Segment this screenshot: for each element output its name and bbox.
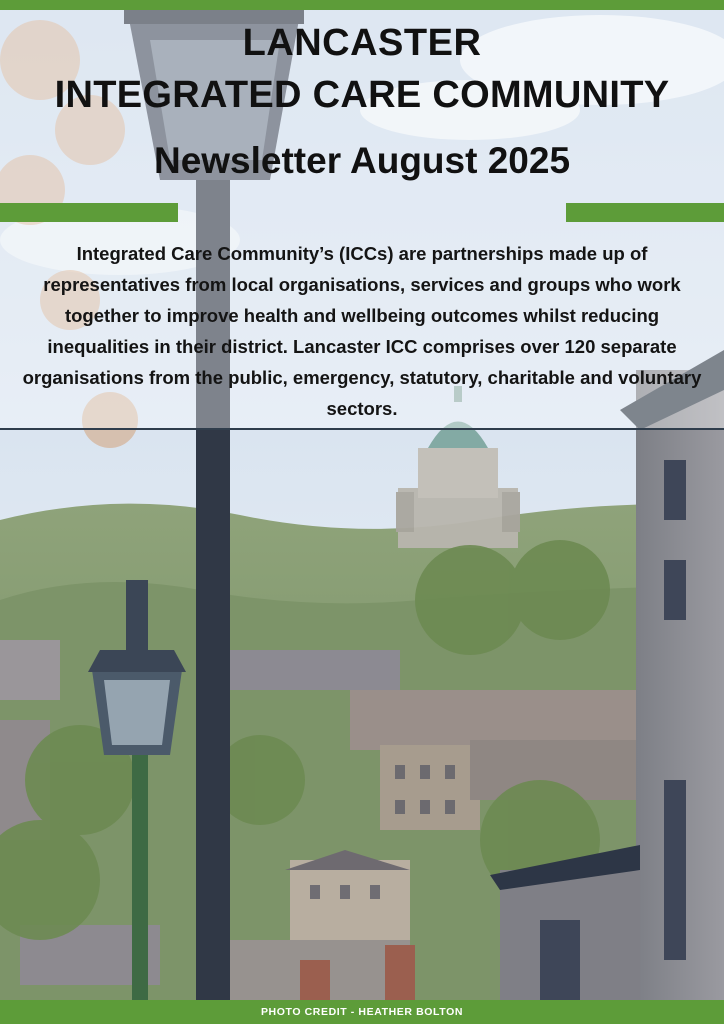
intro-paragraph: Integrated Care Community’s (ICCs) are partnerships made up of representatives from local organisations, services and groups who work together to improve health and wellbeing outcomes whilst reducing inequalities in their district. Lancaster ICC comprises over 120 separate organisations from the public, emergency, statutory, charitable and voluntary sectors. [22, 243, 702, 419]
section-divider [0, 428, 724, 430]
accent-rule-right [566, 203, 724, 222]
photo-credit-text: PHOTO CREDIT - HEATHER BOLTON [260, 1006, 464, 1018]
photo-credit-bar [0, 1000, 724, 1024]
newsletter-subtitle: Newsletter August 2025 [153, 140, 571, 181]
title-line-2: INTEGRATED CARE COMMUNITY [54, 74, 670, 116]
top-accent-bar [0, 0, 724, 10]
accent-rule-left [0, 203, 178, 222]
title-line-1: LANCASTER [242, 22, 482, 64]
